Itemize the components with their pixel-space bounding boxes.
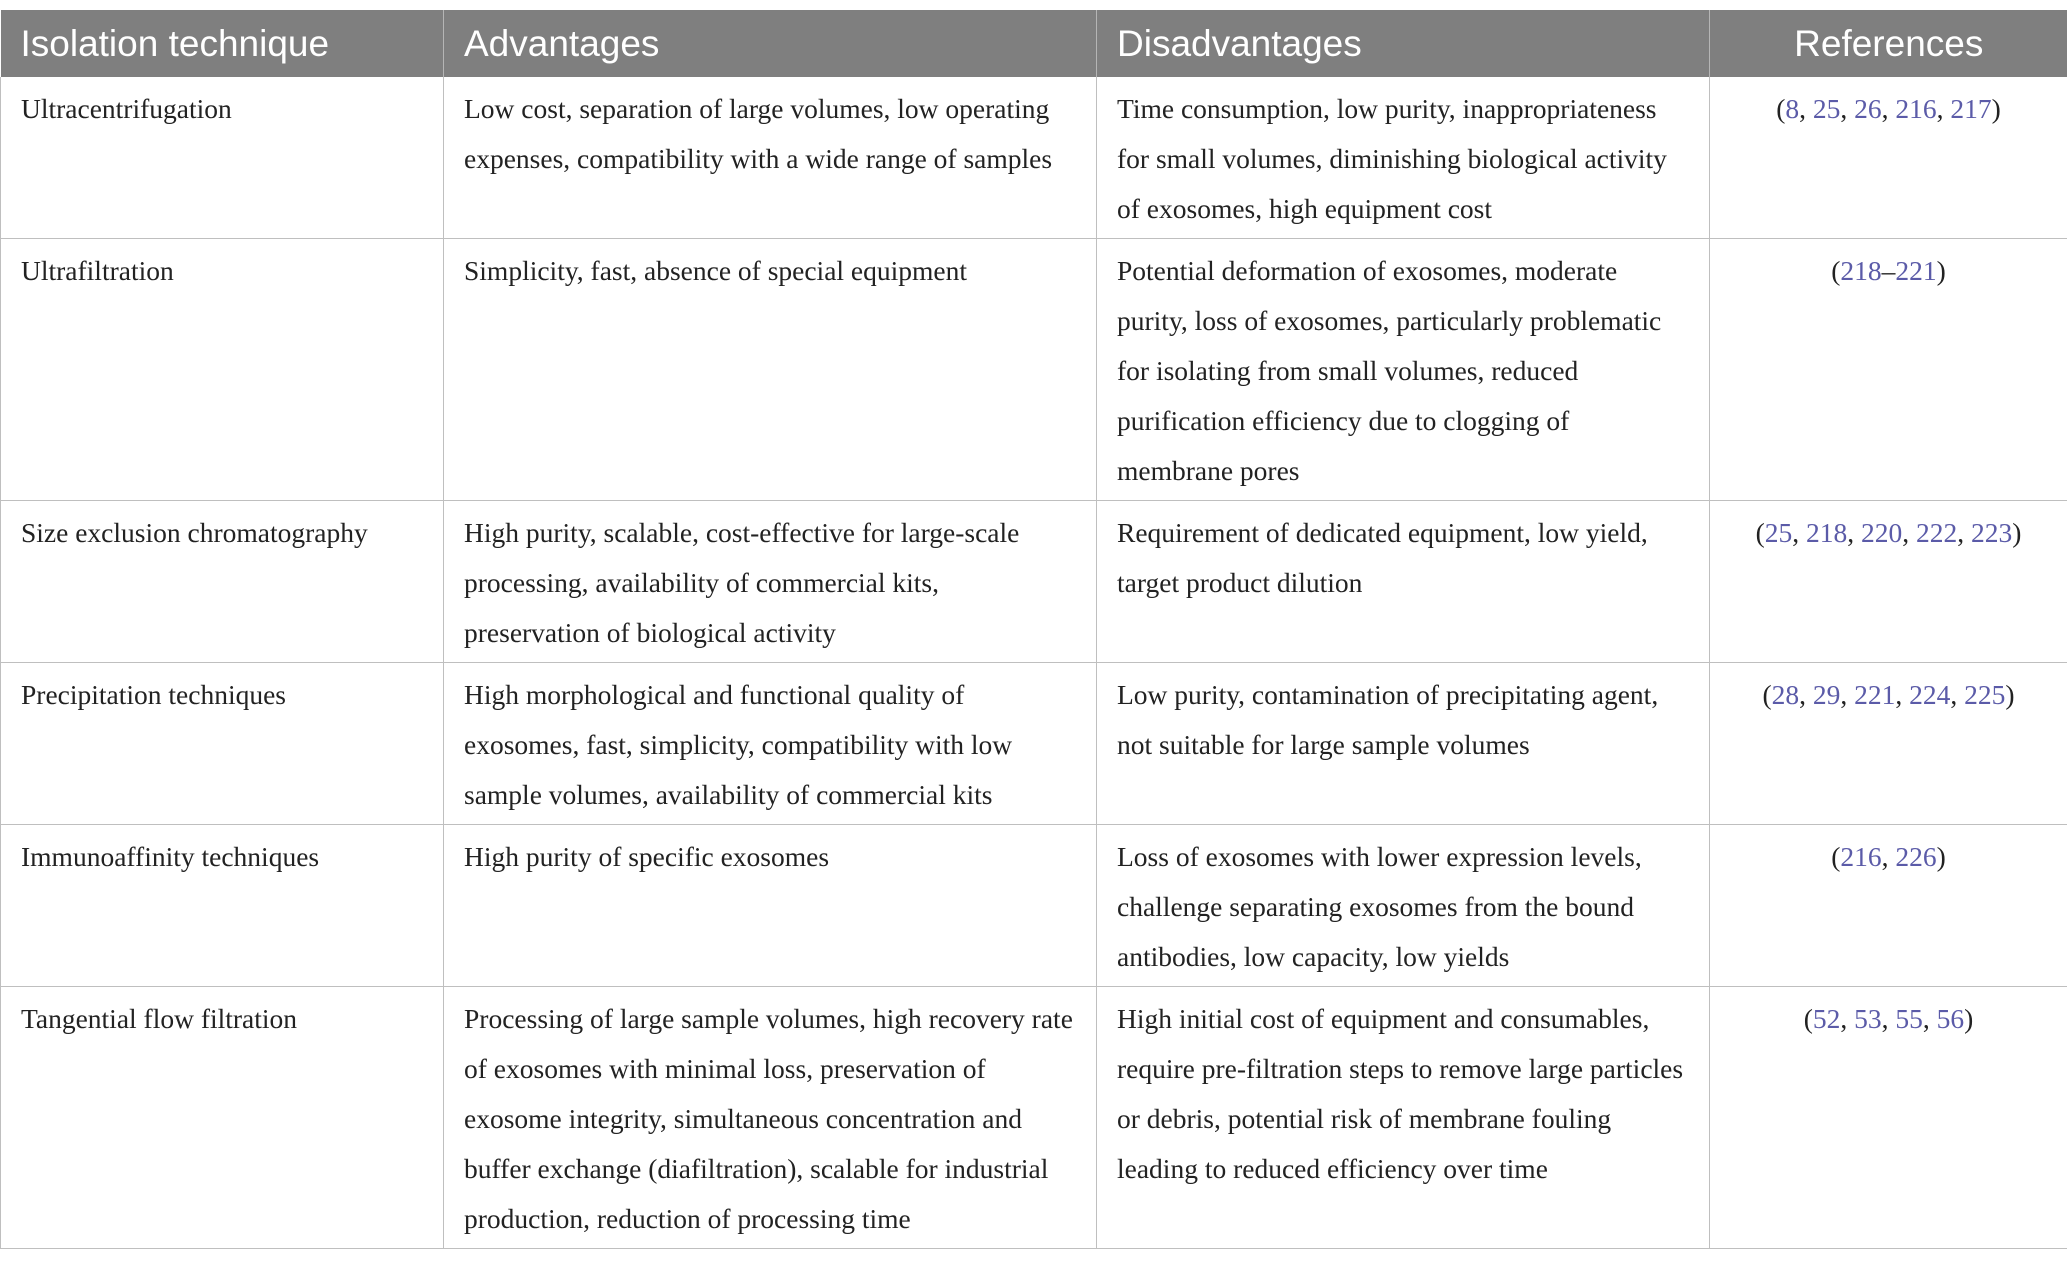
technique-cell: Precipitation techniques [1, 663, 444, 825]
reference-link[interactable]: 28 [1771, 679, 1800, 710]
reference-link[interactable]: 8 [1785, 93, 1800, 124]
citation-separator: , [1792, 517, 1806, 548]
table-row [1, 663, 2067, 825]
citation-close-paren: ) [1936, 841, 1946, 872]
column-header-advantages: Advantages [444, 10, 1097, 77]
reference-link[interactable]: 29 [1812, 679, 1841, 710]
table-row [1, 825, 2067, 987]
advantages-cell: High purity, scalable, cost-effective for large-scale processing, availability of commercial kits, preservation of biological activity [444, 501, 1097, 663]
reference-link[interactable]: 25 [1764, 517, 1793, 548]
advantages-cell: Processing of large sample volumes, high recovery rate of exosomes with minimal loss, preservation of exosome integrity, simultaneous concentration and buffer exchange (diafiltration), scalable for industrial production, reduction of processing time [444, 987, 1097, 1249]
citation-close-paren: ) [2005, 679, 2015, 710]
technique-cell: Ultrafiltration [1, 239, 444, 501]
disadvantages-cell: Low purity, contamination of precipitating agent, not suitable for large sample volumes [1097, 663, 1710, 825]
table-header [1, 10, 2067, 77]
technique-cell: Immunoaffinity techniques [1, 825, 444, 987]
technique-cell: Size exclusion chromatography [1, 501, 444, 663]
citation-close-paren: ) [1991, 93, 2001, 124]
disadvantages-cell: High initial cost of equipment and consumables, require pre-filtration steps to remove large particles or debris, potential risk of membrane fouling leading to reduced efficiency over time [1097, 987, 1710, 1249]
citation-separator: – [1881, 255, 1896, 286]
reference-link[interactable]: 55 [1895, 1003, 1923, 1034]
citation-separator: , [1799, 679, 1813, 710]
comparison-table-container [0, 10, 2067, 1249]
column-header-disadvantages: Disadvantages [1097, 10, 1710, 77]
citation-close-paren: ) [1936, 255, 1946, 286]
reference-link[interactable]: 221 [1854, 679, 1896, 710]
citation-open-paren: ( [1762, 679, 1772, 710]
reference-link[interactable]: 53 [1854, 1003, 1882, 1034]
citation-close-paren: ) [1964, 1003, 1974, 1034]
citation-separator: , [1840, 93, 1855, 124]
citation-open-paren: ( [1831, 255, 1841, 286]
reference-link[interactable]: 223 [1971, 517, 2013, 548]
table-body [1, 77, 2067, 1249]
citation-open-paren: ( [1803, 1003, 1813, 1034]
table-row [1, 501, 2067, 663]
technique-cell: Ultracentrifugation [1, 77, 444, 239]
table-row [1, 239, 2067, 501]
technique-cell: Tangential flow filtration [1, 987, 444, 1249]
references-cell [1710, 239, 2067, 501]
references-cell [1710, 825, 2067, 987]
citation-separator: , [1847, 517, 1861, 548]
citation-separator: , [1922, 1003, 1937, 1034]
header-row [1, 10, 2067, 77]
column-header-references: References [1710, 10, 2067, 77]
advantages-cell: Simplicity, fast, absence of special equipment [444, 239, 1097, 501]
citation-separator: , [1957, 517, 1971, 548]
citation-separator: , [1840, 1003, 1855, 1034]
reference-link[interactable]: 217 [1950, 93, 1992, 124]
reference-link[interactable]: 221 [1895, 255, 1937, 286]
citation-separator: , [1799, 93, 1813, 124]
reference-link[interactable]: 26 [1854, 93, 1882, 124]
citation-open-paren: ( [1831, 841, 1841, 872]
disadvantages-cell: Potential deformation of exosomes, moderate purity, loss of exosomes, particularly problematic for isolating from small volumes, reduced purification efficiency due to clogging of membrane pores [1097, 239, 1710, 501]
citation-separator: , [1936, 93, 1951, 124]
column-header-technique: Isolation technique [1, 10, 444, 77]
disadvantages-cell: Requirement of dedicated equipment, low yield, target product dilution [1097, 501, 1710, 663]
citation-separator: , [1881, 841, 1896, 872]
disadvantages-cell: Loss of exosomes with lower expression levels, challenge separating exosomes from the bound antibodies, low capacity, low yields [1097, 825, 1710, 987]
reference-link[interactable]: 52 [1812, 1003, 1841, 1034]
citation-separator: , [1840, 679, 1855, 710]
advantages-cell: Low cost, separation of large volumes, low operating expenses, compatibility with a wide range of samples [444, 77, 1097, 239]
reference-link[interactable]: 225 [1964, 679, 2006, 710]
table-row [1, 987, 2067, 1249]
citation-separator: , [1881, 1003, 1896, 1034]
citation-separator: , [1895, 679, 1910, 710]
reference-link[interactable]: 226 [1895, 841, 1937, 872]
citation-open-paren: ( [1776, 93, 1786, 124]
reference-link[interactable]: 220 [1861, 517, 1903, 548]
advantages-cell: High purity of specific exosomes [444, 825, 1097, 987]
reference-link[interactable]: 56 [1936, 1003, 1965, 1034]
references-cell [1710, 77, 2067, 239]
references-cell [1710, 501, 2067, 663]
reference-link[interactable]: 25 [1812, 93, 1841, 124]
reference-link[interactable]: 216 [1895, 93, 1937, 124]
citation-separator: , [1881, 93, 1896, 124]
citation-close-paren: ) [2012, 517, 2022, 548]
reference-link[interactable]: 218 [1806, 517, 1848, 548]
isolation-techniques-table [0, 10, 2067, 1249]
references-cell [1710, 663, 2067, 825]
citation-open-paren: ( [1755, 517, 1765, 548]
disadvantages-cell: Time consumption, low purity, inappropriateness for small volumes, diminishing biological activity of exosomes, high equipment cost [1097, 77, 1710, 239]
reference-link[interactable]: 218 [1840, 255, 1882, 286]
reference-link[interactable]: 222 [1916, 517, 1958, 548]
reference-link[interactable]: 224 [1909, 679, 1951, 710]
advantages-cell: High morphological and functional quality of exosomes, fast, simplicity, compatibility with low sample volumes, availability of commercial kits [444, 663, 1097, 825]
table-row [1, 77, 2067, 239]
citation-separator: , [1902, 517, 1916, 548]
reference-link[interactable]: 216 [1840, 841, 1882, 872]
citation-separator: , [1950, 679, 1965, 710]
references-cell [1710, 987, 2067, 1249]
